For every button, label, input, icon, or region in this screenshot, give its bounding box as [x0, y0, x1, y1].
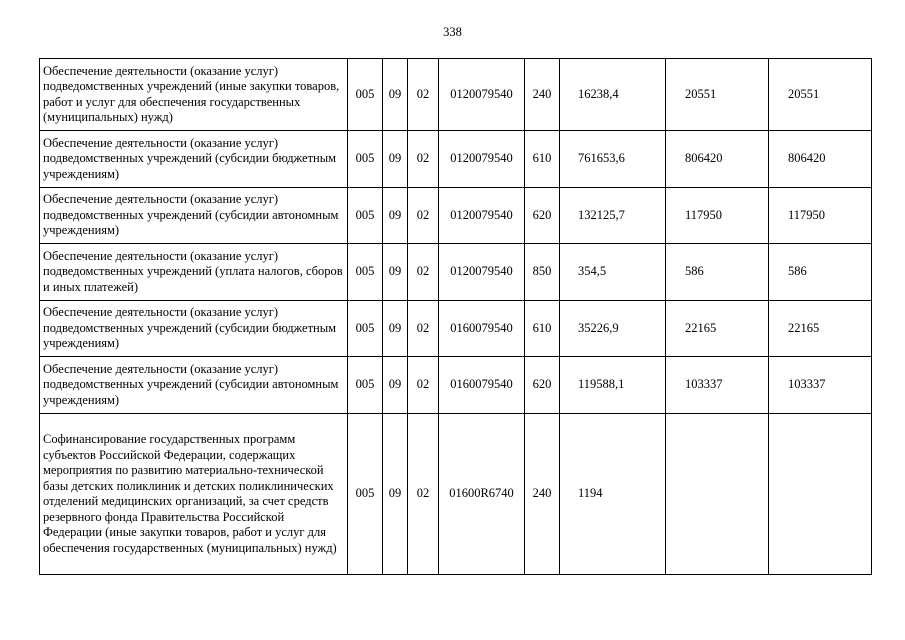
row-name-cell: Обеспечение деятельности (оказание услуг) подведомственных учреждений (иные закупки товаров, работ и услуг для обеспечения государственных (муниципальных) нужд) — [40, 59, 348, 131]
amount-year1-cell: 35226,9 — [560, 301, 666, 357]
amount-year1-cell: 16238,4 — [560, 59, 666, 131]
section-code-cell: 09 — [383, 131, 408, 188]
expense-type-cell: 620 — [525, 188, 560, 244]
amount-year2-cell: 22165 — [666, 301, 769, 357]
target-article-cell: 0120079540 — [439, 188, 525, 244]
row-name-cell: Обеспечение деятельности (оказание услуг) подведомственных учреждений (субсидии бюджетным учреждениям) — [40, 301, 348, 357]
table-row — [40, 131, 872, 188]
row-name-cell: Обеспечение деятельности (оказание услуг) подведомственных учреждений (субсидии автономным учреждениям) — [40, 357, 348, 414]
ministry-code-cell: 005 — [348, 414, 383, 575]
table-row — [40, 301, 872, 357]
expense-type-cell: 610 — [525, 131, 560, 188]
table-row — [40, 414, 872, 575]
table-row — [40, 59, 872, 131]
amount-year3-cell: 22165 — [769, 301, 872, 357]
ministry-code-cell: 005 — [348, 244, 383, 301]
target-article-cell: 0160079540 — [439, 357, 525, 414]
target-article-cell: 0120079540 — [439, 59, 525, 131]
subsection-code-cell: 02 — [408, 357, 439, 414]
amount-year1-cell: 354,5 — [560, 244, 666, 301]
section-code-cell: 09 — [383, 414, 408, 575]
amount-year3-cell: 20551 — [769, 59, 872, 131]
ministry-code-cell: 005 — [348, 131, 383, 188]
section-code-cell: 09 — [383, 244, 408, 301]
table-row — [40, 357, 872, 414]
row-name-cell: Обеспечение деятельности (оказание услуг) подведомственных учреждений (уплата налогов, сборов и иных платежей) — [40, 244, 348, 301]
section-code-cell: 09 — [383, 357, 408, 414]
row-name-cell: Обеспечение деятельности (оказание услуг) подведомственных учреждений (субсидии бюджетным учреждениям) — [40, 131, 348, 188]
amount-year2-cell: 586 — [666, 244, 769, 301]
ministry-code-cell: 005 — [348, 357, 383, 414]
subsection-code-cell: 02 — [408, 131, 439, 188]
subsection-code-cell: 02 — [408, 414, 439, 575]
amount-year3-cell: 117950 — [769, 188, 872, 244]
row-name-cell: Обеспечение деятельности (оказание услуг) подведомственных учреждений (субсидии автономным учреждениям) — [40, 188, 348, 244]
expense-type-cell: 620 — [525, 357, 560, 414]
table-row — [40, 188, 872, 244]
amount-year1-cell: 761653,6 — [560, 131, 666, 188]
amount-year3-cell: 806420 — [769, 131, 872, 188]
expense-type-cell: 240 — [525, 414, 560, 575]
amount-year2-cell — [666, 414, 769, 575]
table-row — [40, 244, 872, 301]
section-code-cell: 09 — [383, 301, 408, 357]
amount-year3-cell — [769, 414, 872, 575]
amount-year2-cell: 117950 — [666, 188, 769, 244]
ministry-code-cell: 005 — [348, 188, 383, 244]
ministry-code-cell: 005 — [348, 59, 383, 131]
target-article-cell: 01600R6740 — [439, 414, 525, 575]
amount-year2-cell: 20551 — [666, 59, 769, 131]
subsection-code-cell: 02 — [408, 301, 439, 357]
amount-year1-cell: 1194 — [560, 414, 666, 575]
target-article-cell: 0120079540 — [439, 131, 525, 188]
amount-year3-cell: 103337 — [769, 357, 872, 414]
expense-type-cell: 850 — [525, 244, 560, 301]
subsection-code-cell: 02 — [408, 59, 439, 131]
amount-year1-cell: 132125,7 — [560, 188, 666, 244]
amount-year1-cell: 119588,1 — [560, 357, 666, 414]
subsection-code-cell: 02 — [408, 244, 439, 301]
expense-type-cell: 610 — [525, 301, 560, 357]
row-name-cell: Софинансирование государственных программ субъектов Российской Федерации, содержащих мероприятия по развитию материально-технической базы детских поликлиник и детских поликлинических отделений медицинских организаций, за счет средств резервного фонда Правительства Российской Федерации (иные закупки товаров, работ и услуг для обеспечения государственных (муниципальных) нужд) — [40, 414, 348, 575]
target-article-cell: 0120079540 — [439, 244, 525, 301]
amount-year2-cell: 806420 — [666, 131, 769, 188]
section-code-cell: 09 — [383, 188, 408, 244]
target-article-cell: 0160079540 — [439, 301, 525, 357]
expense-type-cell: 240 — [525, 59, 560, 131]
amount-year2-cell: 103337 — [666, 357, 769, 414]
amount-year3-cell: 586 — [769, 244, 872, 301]
subsection-code-cell: 02 — [408, 188, 439, 244]
page-number: 338 — [443, 25, 462, 39]
budget-table — [39, 58, 872, 575]
ministry-code-cell: 005 — [348, 301, 383, 357]
section-code-cell: 09 — [383, 59, 408, 131]
